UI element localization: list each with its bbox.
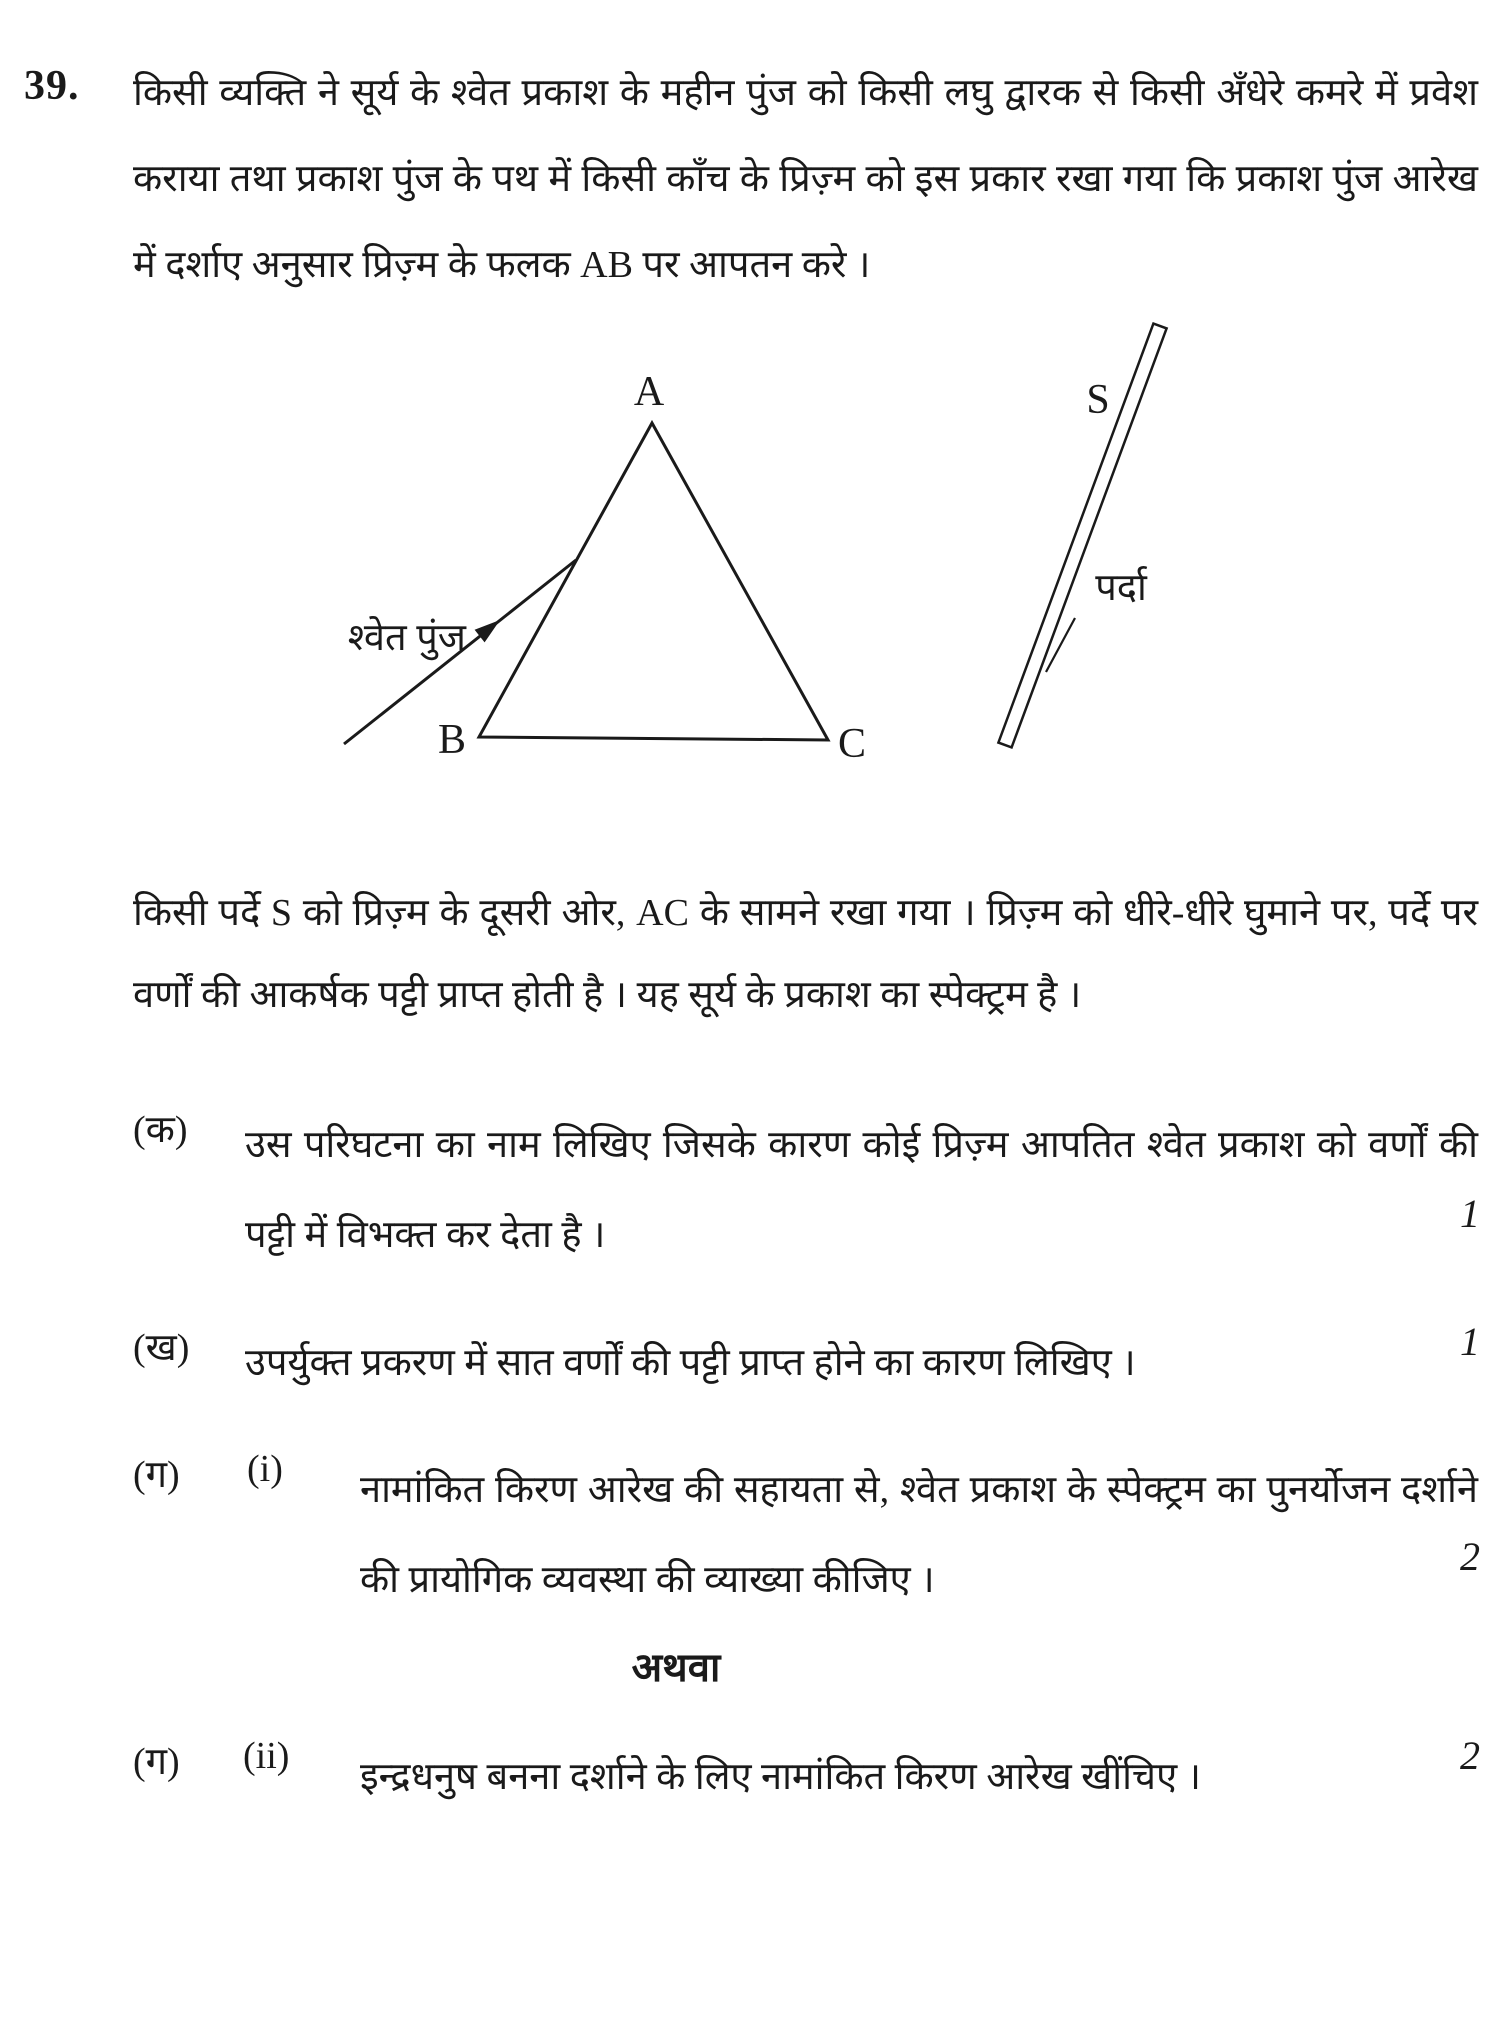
part-c1-sublabel: (i)	[247, 1448, 283, 1490]
curtain-label: पर्दा	[1095, 567, 1147, 609]
part-c2-line: इन्द्रधनुष बनना दर्शाने के लिए नामांकित किरण आरेख खींचिए ।	[360, 1756, 1201, 1798]
part-b-label: (ख)	[133, 1327, 190, 1369]
white-beam-label: श्वेत पुंज	[347, 617, 466, 659]
part-a-text	[245, 1100, 1478, 1280]
vertex-a-label: A	[633, 369, 665, 415]
screen-strip	[998, 324, 1166, 748]
question-text-line: कराया तथा प्रकाश पुंज के पथ में किसी काँच के प्रिज़्म को इस प्रकार रखा गया कि प्रकाश पुंज आरेख	[133, 158, 1478, 200]
part-c2-label: (ग)	[133, 1741, 180, 1783]
part-c2-sublabel: (ii)	[243, 1735, 290, 1777]
part-b-marks: 1	[1460, 1319, 1480, 1364]
part-c2-marks: 2	[1460, 1733, 1480, 1778]
vertex-b-label: B	[437, 717, 467, 763]
part-a-label: (क)	[133, 1109, 188, 1151]
question-number: 39.	[24, 63, 80, 109]
screen-s-label: S	[1086, 377, 1110, 423]
prism-triangle	[479, 423, 828, 740]
question-text-line: वर्णों की आकर्षक पट्टी प्राप्त होती है । यह सूर्य के प्रकाश का स्पेक्ट्रम है ।	[133, 974, 1082, 1016]
part-c1-marks: 2	[1460, 1534, 1480, 1579]
part-a-line: पट्टी में विभक्त कर देता है ।	[245, 1214, 606, 1256]
part-c1-label: (ग)	[133, 1454, 180, 1496]
question-after-paragraph	[133, 872, 1478, 1036]
question-text-line: किसी व्यक्ति ने सूर्य के श्वेत प्रकाश के महीन पुंज को किसी लघु द्वारक से किसी अँधेरे कमरे में प्रवेश	[133, 72, 1478, 114]
part-c1-line: नामांकित किरण आरेख की सहायता से, श्वेत प्रकाश के स्पेक्ट्रम का पुनर्योजन दर्शाने	[360, 1469, 1478, 1511]
part-a-line: उस परिघटना का नाम लिखिए जिसके कारण कोई प्रिज़्म आपतित श्वेत प्रकाश को वर्णों की	[245, 1124, 1478, 1166]
prism-ray-diagram	[0, 300, 1505, 820]
part-b-line: उपर्युक्त प्रकरण में सात वर्णों की पट्टी प्राप्त होने का कारण लिखिए ।	[245, 1342, 1136, 1384]
or-heading: अथवा	[631, 1645, 721, 1690]
part-c1-line: की प्रायोगिक व्यवस्था की व्याख्या कीजिए ।	[360, 1559, 935, 1601]
part-c1-text	[360, 1445, 1478, 1625]
vertex-c-label: C	[837, 721, 867, 767]
question-text-line: किसी पर्दे S को प्रिज़्म के दूसरी ओर, AC के सामने रखा गया । प्रिज़्म को धीरे-धीरे घुमाने पर, पर्दे पर	[133, 892, 1478, 934]
part-a-marks: 1	[1460, 1191, 1480, 1236]
question-text-line: में दर्शाए अनुसार प्रिज़्म के फलक AB पर आपतन करे ।	[133, 244, 871, 286]
question-intro-paragraph	[133, 50, 1478, 308]
